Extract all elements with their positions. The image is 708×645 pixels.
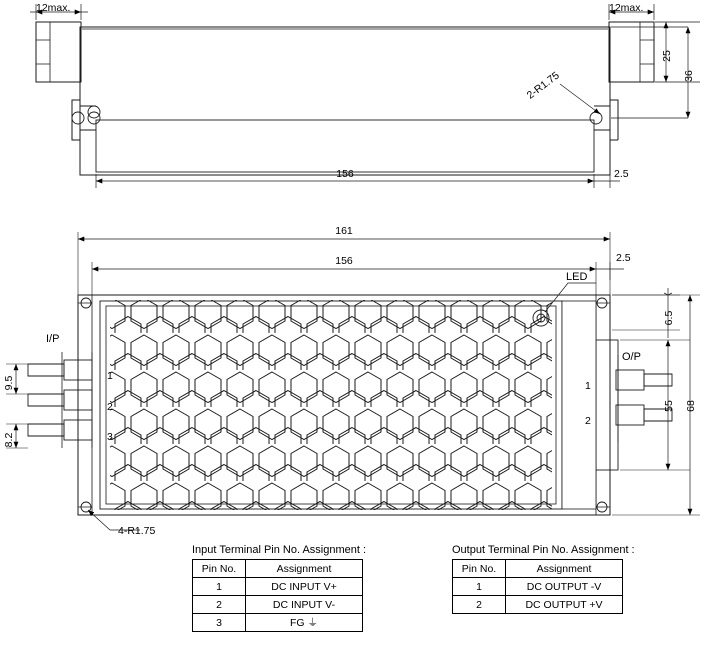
input-terminal-table-wrap — [192, 544, 366, 632]
note-2-r175: 2-R1.75 — [524, 69, 562, 102]
output-row1-pin: 2 — [453, 596, 506, 614]
output-terminal-table-wrap — [452, 544, 635, 614]
output-row0-pin: 1 — [453, 578, 506, 596]
output-terminal-table — [452, 559, 623, 614]
table-row — [193, 614, 363, 632]
input-pin-1: 1 — [107, 370, 113, 382]
output-header-assignment: Assignment — [506, 560, 623, 578]
label-led: LED — [566, 271, 588, 283]
dim-main-2-5: 2.5 — [616, 252, 631, 264]
label-input: I/P — [46, 333, 60, 345]
table-row — [193, 596, 363, 614]
input-table-caption: Input Terminal Pin No. Assignment : — [192, 544, 367, 556]
input-row0-assignment: DC INPUT V+ — [246, 578, 363, 596]
dim-top-36: 36 — [683, 70, 695, 82]
output-header-pin: Pin No. — [453, 560, 506, 578]
output-row0-assignment: DC OUTPUT -V — [506, 578, 623, 596]
table-header-row — [193, 560, 363, 578]
dim-main-8-2: 8.2 — [3, 432, 15, 448]
input-terminal-table — [192, 559, 363, 632]
dim-main-68: 68 — [685, 400, 697, 412]
dim-main-9-5: 9.5 — [3, 375, 15, 391]
input-row2-pin: 3 — [193, 614, 246, 632]
output-pin-2: 2 — [585, 415, 591, 427]
dim-main-161: 161 — [335, 225, 353, 237]
output-table-caption: Output Terminal Pin No. Assignment : — [452, 544, 635, 556]
dim-top-156: 156 — [336, 168, 354, 180]
input-row1-pin: 2 — [193, 596, 246, 614]
table-row — [453, 578, 623, 596]
input-header-pin: Pin No. — [193, 560, 246, 578]
table-header-row — [453, 560, 623, 578]
dim-top-25: 25 — [661, 50, 673, 62]
input-row1-assignment: DC INPUT V- — [246, 596, 363, 614]
dim-main-55: 55 — [663, 400, 675, 412]
dim-top-right-12max: 12max. — [609, 2, 644, 14]
label-output: O/P — [622, 351, 641, 363]
output-row1-assignment: DC OUTPUT +V — [506, 596, 623, 614]
input-pin-2: 2 — [107, 401, 113, 413]
input-row0-pin: 1 — [193, 578, 246, 596]
table-row — [453, 596, 623, 614]
note-4-r175: 4-R1.75 — [118, 525, 156, 537]
dim-top-left-12max: 12max. — [36, 2, 71, 14]
dim-main-6-5: 6.5 — [663, 310, 675, 326]
input-row2-assignment: FG ⏚ — [246, 614, 363, 632]
dim-top-2-5: 2.5 — [614, 168, 629, 180]
dim-main-156: 156 — [335, 255, 353, 267]
input-pin-3: 3 — [107, 431, 113, 443]
input-header-assignment: Assignment — [246, 560, 363, 578]
output-pin-1: 1 — [585, 380, 591, 392]
table-row — [193, 578, 363, 596]
